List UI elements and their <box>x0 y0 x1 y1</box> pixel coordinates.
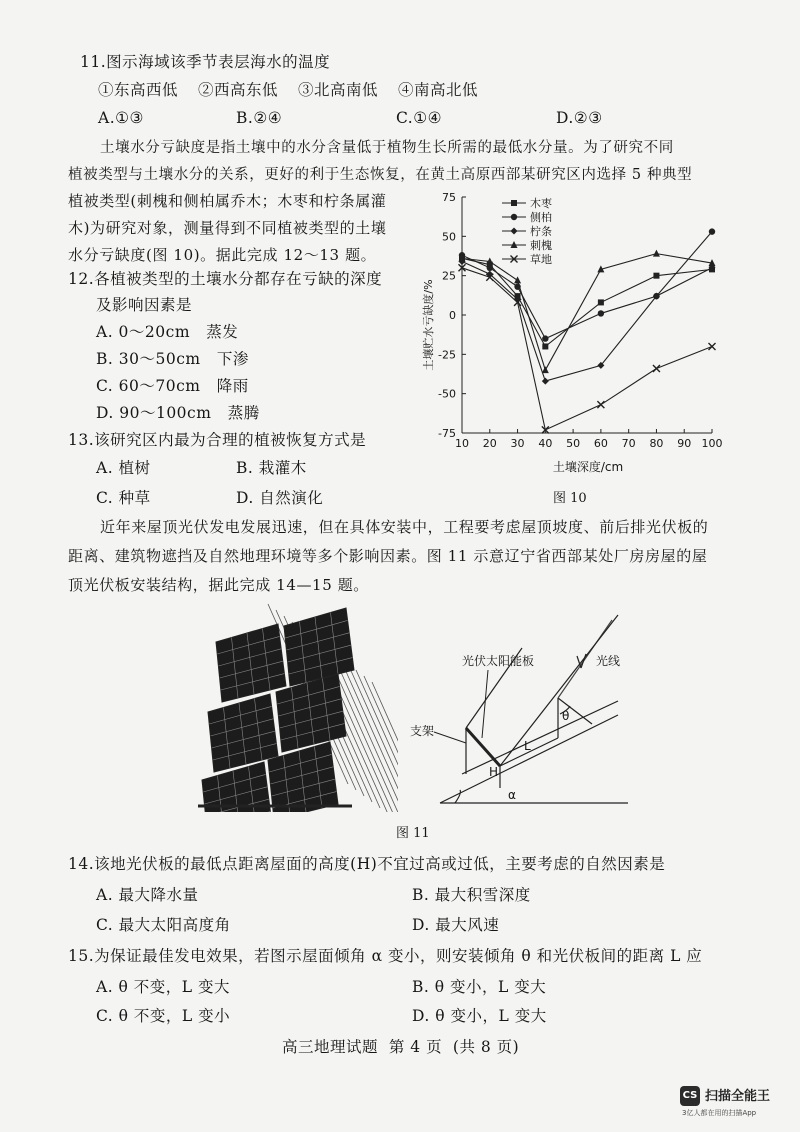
chart-x-tick-label: 20 <box>482 437 497 450</box>
q13-option-c: C. 种草 <box>96 489 151 507</box>
chart-point <box>542 335 548 341</box>
intro1-line: 植被类型(刺槐和侧柏属乔木；木枣和柠条属灌 <box>68 192 387 210</box>
chart-y-tick-label: 25 <box>442 269 456 283</box>
chart-legend-entry <box>502 238 552 252</box>
watermark-name: 扫描全能王 <box>705 1089 771 1104</box>
q15-option-a: A. θ 不变，L 变大 <box>96 978 231 996</box>
chart-x-tick-label: 30 <box>510 437 525 450</box>
roof-tile-ridge <box>364 676 398 812</box>
q11-option-d: D.②③ <box>556 109 603 127</box>
chart-point <box>653 365 660 372</box>
solar-panel-body <box>268 742 338 812</box>
solar-panel <box>268 742 338 812</box>
intro1-line: 土壤水分亏缺度是指土壤中的水分含量低于植物生长所需的最低水分量。为了研究不同 <box>100 140 674 156</box>
chart-legend-entry <box>502 252 552 266</box>
chart-legend-label: 木枣 <box>530 197 552 210</box>
chart-series <box>459 250 716 373</box>
intro2-line: 近年来屋顶光伏发电发展迅速，但在具体安装中，工程要考虑屋顶坡度、前后排光伏板的 <box>100 518 709 536</box>
chart-series-line <box>462 232 712 339</box>
q11-item: ④南高北低 <box>398 81 479 99</box>
q13-option-d: D. 自然演化 <box>236 489 324 507</box>
chart-legend-entry <box>502 224 552 238</box>
chart-x-tick-label: 90 <box>677 437 692 450</box>
label-light: 光线 <box>596 654 621 668</box>
q13-stem: 13.该研究区内最为合理的植被恢复方式是 <box>68 431 367 449</box>
q14-option-a: A. 最大降水量 <box>96 886 199 904</box>
chart-point <box>709 343 716 350</box>
chart-series-line <box>462 262 712 382</box>
page-footer: 高三地理试题 第 4 页 (共 8 页) <box>282 1038 520 1056</box>
chart-point <box>542 343 548 349</box>
chart-point <box>653 273 659 279</box>
q13-option-b: B. 栽灌木 <box>236 459 307 477</box>
chart-x-tick-label: 100 <box>701 437 723 450</box>
chart-point <box>653 250 660 257</box>
chart-y-tick-label: -75 <box>438 427 456 440</box>
chart-point <box>511 200 517 206</box>
chart-x-tick-label: 50 <box>566 437 581 450</box>
q14-stem: 14.该地光伏板的最低点距离屋面的高度(H)不宜过高或过低，主要考虑的自然因素是 <box>68 855 666 873</box>
q11-item: ③北高南低 <box>298 81 379 99</box>
label-theta: θ <box>562 709 570 723</box>
chart-y-tick-label: 75 <box>442 191 456 204</box>
chart-x-tick-label: 70 <box>621 437 636 450</box>
soil-deficit-chart <box>410 185 730 505</box>
q15-option-c: C. θ 不变，L 变小 <box>96 1007 231 1025</box>
q12-stem: 12.各植被类型的土壤水分都存在亏缺的深度 <box>68 270 383 288</box>
q14-option-c: C. 最大太阳高度角 <box>96 916 231 934</box>
chart-y-tick-label: 0 <box>449 309 456 322</box>
chart-legend-label: 侧柏 <box>530 211 552 224</box>
label-H: H <box>489 765 499 779</box>
chart-x-tick-label: 60 <box>593 437 608 450</box>
chart-y-tick-label: -50 <box>438 387 456 401</box>
solar-panel <box>276 674 346 752</box>
chart-series <box>459 255 715 349</box>
q15-stem: 15.为保证最佳发电效果，若图示屋面倾角 α 变小，则安装倾角 θ 和光伏板间的距离 L 应 <box>68 947 703 965</box>
chart-series-line <box>462 268 712 430</box>
chart-x-tick-label: 10 <box>455 437 469 450</box>
camscanner-logo-icon: CS <box>680 1086 700 1106</box>
chart-point <box>514 276 521 283</box>
intro2-line: 顶光伏板安装结构，据此完成 14—15 题。 <box>68 576 369 594</box>
label-support: 支架 <box>410 724 435 738</box>
chart-x-tick-label: 40 <box>538 437 553 450</box>
chart-point <box>598 310 604 316</box>
chart-point <box>709 228 715 234</box>
chart-point <box>598 299 604 305</box>
chart-y-tick-label: 50 <box>442 230 456 244</box>
q11-option-a: A.①③ <box>98 109 144 127</box>
intro2-line: 距离、建筑物遮挡及自然地理环境等多个影响因素。图 11 示意辽宁省西部某处厂房房屋的屋 <box>68 547 708 565</box>
chart-y-tick-label: -25 <box>438 348 456 362</box>
chart-legend-label: 草地 <box>530 253 552 266</box>
chart-point <box>597 401 604 408</box>
label-L: L <box>524 739 531 753</box>
intro1-line: 植被类型与土壤水分的关系，更好的利于生态恢复，在黄土高原西部某研究区内选择 5 种典型 <box>68 167 693 183</box>
chart-legend-entry <box>502 210 552 224</box>
rooftop-solar-illustration <box>188 602 398 812</box>
chart-legend-label: 刺槐 <box>530 239 552 252</box>
q11-stem: 11.图示海域该季节表层海水的温度 <box>80 53 331 71</box>
chart-series-line <box>462 254 712 370</box>
chart-point <box>511 214 517 220</box>
q15-option-d: D. θ 变小，L 变大 <box>412 1007 547 1025</box>
chart-legend-entry <box>502 196 552 210</box>
intro1-line: 水分亏缺度(图 10)。据此完成 12～13 题。 <box>68 246 377 264</box>
chart-y-axis-label: 土壤贮水亏缺度/% <box>422 279 435 371</box>
chart-series <box>459 228 715 341</box>
figure-10-caption: 图 10 <box>553 491 587 506</box>
q12-option-b: B. 30～50cm 下渗 <box>96 350 249 368</box>
solar-panel <box>208 694 278 772</box>
figure-11-caption: 图 11 <box>396 826 430 841</box>
q11-item: ②西高东低 <box>198 81 279 99</box>
q13-option-a: A. 植树 <box>96 459 151 477</box>
q11-option-c: C.①④ <box>396 109 443 127</box>
chart-x-tick-label: 80 <box>649 437 664 450</box>
chart-point <box>542 366 549 373</box>
q12-option-d: D. 90～100cm 蒸腾 <box>96 404 260 422</box>
q12-option-c: C. 60～70cm 降雨 <box>96 377 249 395</box>
watermark-tagline: 3亿人都在用的扫描App <box>682 1109 757 1117</box>
chart-series <box>459 258 716 385</box>
label-alpha: α <box>508 788 516 802</box>
chart-point <box>487 265 493 271</box>
panel-geometry-diagram <box>400 610 680 810</box>
chart-x-axis-label: 土壤深度/cm <box>552 460 624 474</box>
intro1-line: 木)为研究对象，测量得到不同植被类型的土壤 <box>68 219 387 237</box>
q14-option-b: B. 最大积雪深度 <box>412 886 531 904</box>
solar-panel <box>284 608 354 686</box>
q15-option-b: B. θ 变小，L 变大 <box>412 978 547 996</box>
q12-stem-cont: 及影响因素是 <box>96 296 193 314</box>
q12-option-a: A. 0～20cm 蒸发 <box>96 323 239 341</box>
chart-point <box>511 228 518 235</box>
chart-series-line <box>462 258 712 346</box>
q14-option-d: D. 最大风速 <box>412 916 500 934</box>
solar-panel <box>216 624 286 702</box>
chart-legend-label: 柠条 <box>530 225 552 238</box>
q11-option-b: B.②④ <box>236 109 283 127</box>
q11-item: ①东高西低 <box>98 81 179 99</box>
chart-series <box>459 264 716 433</box>
chart-point <box>542 378 549 385</box>
label-solar-panel: 光伏太阳能板 <box>462 654 535 668</box>
